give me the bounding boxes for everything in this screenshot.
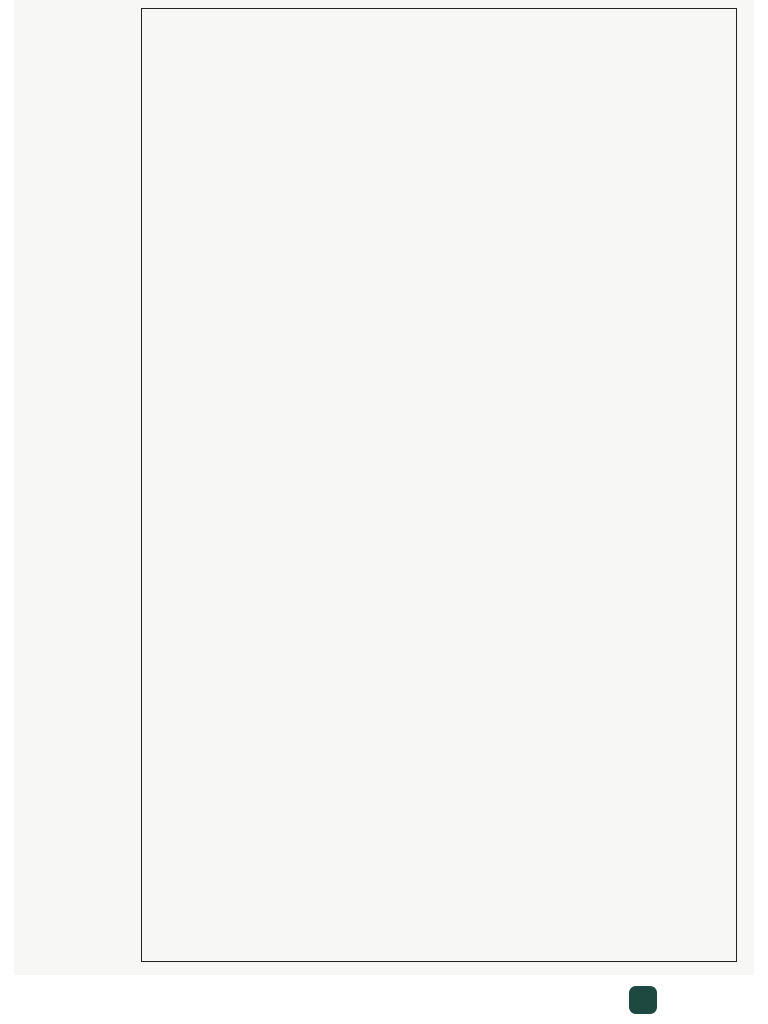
camscanner-logo xyxy=(629,986,657,1014)
table-frame xyxy=(141,8,737,962)
